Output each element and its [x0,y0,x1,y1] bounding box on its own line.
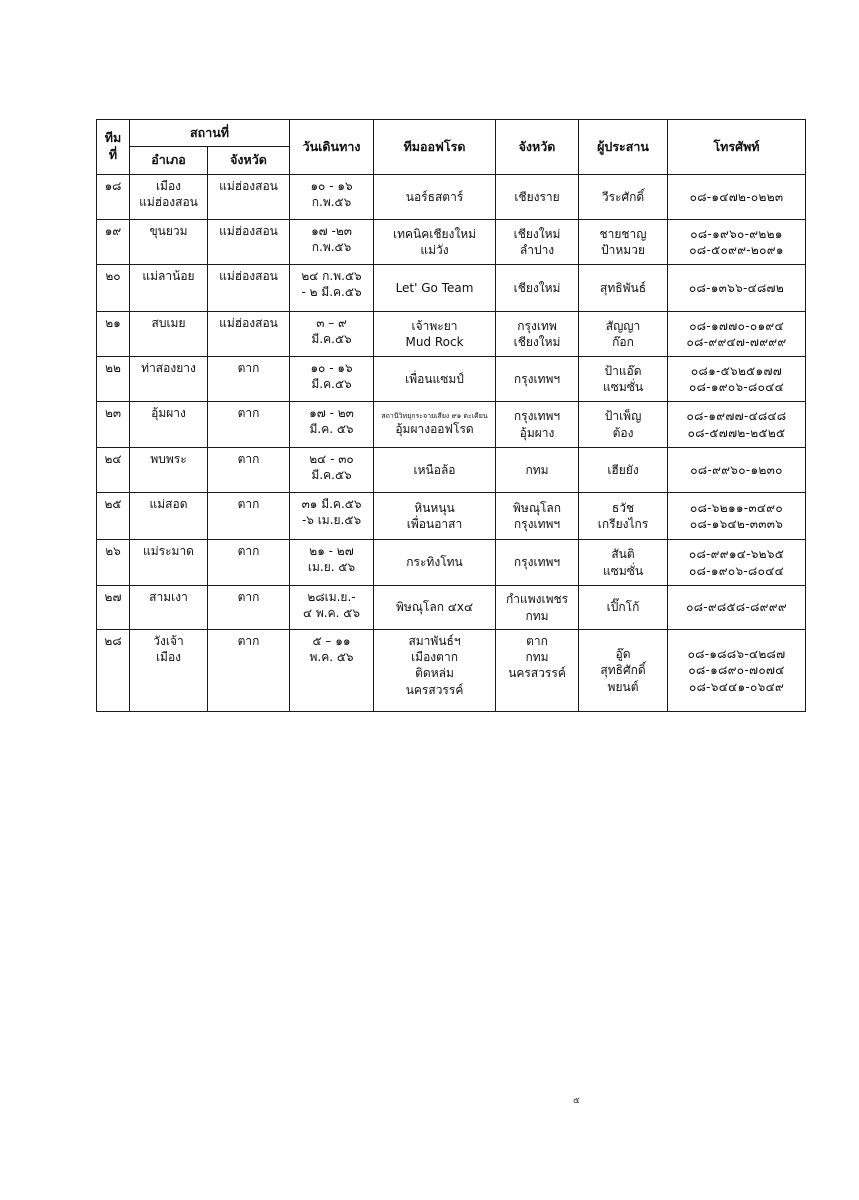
team-province-cell [496,357,579,402]
phone-cell [668,402,806,448]
phone-cell [668,630,806,712]
dates-cell-line: ๕ – ๑๑ [312,634,351,648]
phone-cell [668,265,806,312]
province-cell [208,402,290,448]
team-cell-line: นอร์ธสตาร์ [405,189,464,204]
province-cell-line: แม่ฮ่องสอน [219,179,278,193]
team-cell-line: นครสวรรค์ [405,682,464,697]
team-province-cell-line: เชียงใหม่ [513,226,561,241]
header-location: สถานที่ [130,120,290,147]
coordinator-cell-line: สัญญา [605,318,641,333]
team-province-cell-line: เชียงใหม่ [513,335,561,349]
phone-cell [668,175,806,220]
coordinator-cell [579,540,668,586]
province-cell-line: ตาก [237,497,260,511]
table-row [97,540,806,586]
coordinator-cell-line: ป้าแอ๊ด [604,363,642,378]
district-cell [130,265,208,312]
team-cell-line: ติดหล่ม [415,666,454,681]
team-cell [374,357,496,402]
team-province-cell [496,493,579,540]
coordinator-cell-line: ต้อง [612,425,634,440]
phone-cell-line: ๐๘-๑๘๘๖-๔๒๘๗ [687,647,786,662]
dates-cell [290,402,374,448]
team-cell [374,220,496,265]
district-cell-line: แม่ลาน้อย [142,269,195,283]
team-no-cell-line: ๒๔ [104,452,122,466]
province-cell-line: แม่ฮ่องสอน [219,316,278,330]
team-province-cell-line: กรุงเทพฯ [513,371,561,386]
team-cell-line: กระทิงโทน [406,555,463,570]
province-cell [208,312,290,357]
province-cell [208,265,290,312]
team-province-cell-line: ลำปาง [519,243,555,257]
team-province-cell-line: กรุงเทพฯ [513,409,561,424]
header-offroad-team: ทีมออฟโรด [374,120,496,175]
district-cell [130,630,208,712]
team-no-cell-line: ๒๓ [104,406,122,420]
dates-cell-line: พ.ค. ๕๖ [309,650,354,665]
header-phone: โทรศัพท์ [668,120,806,175]
district-cell [130,402,208,448]
coordinator-cell [579,265,668,312]
team-no-cell-line: ๒๐ [105,269,121,283]
team-cell [374,265,496,312]
header-coordinator: ผู้ประสาน [579,120,668,175]
province-cell-line: ตาก [237,452,260,466]
table-row [97,357,806,402]
team-cell [374,175,496,220]
team-province-cell [496,175,579,220]
team-cell [374,540,496,586]
phone-cell [668,312,806,357]
coordinator-cell-line: เกรียงไกร [597,517,649,531]
phone-cell-line: ๐๘-๕๗๗๒-๒๕๒๕ [687,425,786,440]
table-row [97,402,806,448]
header-district: อำเภอ [130,147,208,175]
district-cell [130,493,208,540]
team-no-cell-line: ๒๘ [104,634,122,648]
team-province-cell-line: กทม [525,608,549,623]
team-province-cell [496,540,579,586]
team-province-cell [496,586,579,630]
dates-cell-line: ก.พ.๕๖ [311,240,352,255]
team-cell [374,586,496,630]
district-cell-line: แม่ฮ่องสอน [139,195,198,210]
phone-cell-line: ๐๘-๖๔๔๑-๐๖๔๙ [688,679,785,694]
coordinator-cell-line: อู๊ด [615,647,631,662]
team-cell-line: เมืองตาก [411,650,458,665]
dates-cell-line: ๒๔ ก.พ.๕๖ [301,269,362,283]
phone-cell [668,220,806,265]
team-cell [374,493,496,540]
phone-cell [668,540,806,586]
dates-cell [290,493,374,540]
team-no-cell [97,540,130,586]
team-cell-line: เทคนิคเชียงใหม่ [392,226,477,241]
page-number: ๕ [573,1096,580,1106]
province-cell [208,175,290,220]
district-cell [130,540,208,586]
coordinator-cell-line: วีระศักดิ์ [601,189,645,204]
table-row [97,312,806,357]
phone-cell-line: ๐๘-๑๓๖๖-๔๘๗๒ [688,280,785,295]
dates-cell [290,630,374,712]
phone-cell-line: ๐๘-๕๐๙๙-๒๐๙๑ [689,243,784,257]
district-cell-line: เมือง [155,650,182,665]
team-no-cell [97,312,130,357]
province-cell [208,493,290,540]
phone-cell [668,448,806,493]
dates-cell-line: ๒๑ - ๒๗ [309,544,354,558]
header-team-no: ทีม ที่ [97,120,130,175]
dates-cell [290,540,374,586]
district-cell-line: พบพระ [150,452,187,466]
team-cell-line: อุ้มผางออฟโรด [395,422,474,437]
dates-cell-line: มี.ค. ๕๖ [309,422,354,437]
team-cell-line: Mud Rock [405,335,464,349]
team-province-cell-line: กำแพงเพชร [505,592,569,607]
coordinator-cell [579,493,668,540]
table-row [97,175,806,220]
district-cell-line: แม่ระมาด [143,544,194,558]
table-row [97,220,806,265]
province-cell-line: แม่ฮ่องสอน [219,269,278,283]
province-cell [208,357,290,402]
phone-cell-line: ๐๘-๑๔๗๒-๐๒๒๓ [689,189,784,204]
team-province-cell-line: เชียงราย [514,189,560,204]
header-travel-date: วันเดินทาง [290,120,374,175]
team-province-cell-line: อุ้มผาง [519,425,555,440]
coordinator-cell [579,175,668,220]
team-no-cell-line: ๒๑ [105,316,121,330]
coordinator-cell-line: แซมซั่น [602,380,644,394]
schedule-table [96,119,806,712]
team-no-cell-line: ๑๙ [104,224,122,238]
district-cell-line: สามเงา [149,590,188,604]
province-cell-line: แม่ฮ่องสอน [219,224,278,238]
district-cell-line: ขุนยวม [149,224,188,238]
coordinator-cell [579,586,668,630]
table-row [97,265,806,312]
phone-cell-line: ๐๘-๙๙๔๗-๗๙๙๙ [686,335,787,349]
coordinator-cell [579,630,668,712]
team-cell-line: เหนือล้อ [413,462,456,477]
phone-cell-line: ๐๘-๙๙๖๐-๑๒๓๐ [690,462,783,477]
dates-cell [290,357,374,402]
phone-cell-line: ๐๘-๑๙๖๐-๙๒๒๑ [690,226,783,241]
team-no-cell [97,448,130,493]
dates-cell-line: ๒๘เม.ย.- [307,590,356,604]
table-body [97,175,806,712]
province-cell-line: ตาก [237,361,260,375]
district-cell [130,357,208,402]
dates-cell [290,265,374,312]
table-row [97,493,806,540]
phone-cell-line: ๐๘-๙๘๕๘-๘๙๙๙ [686,600,787,615]
dates-cell [290,312,374,357]
dates-cell-line: ๑๐ - ๑๖ [310,179,353,193]
table-row [97,586,806,630]
phone-cell-line: ๐๘-๑๙๗๗-๔๘๔๘ [686,409,787,424]
coordinator-cell-line: สุทธิศักดิ์ [600,663,646,678]
team-note: สถานีวิทยุกระจายเสียง ๙๑ ตะเคียน [381,411,488,420]
coordinator-cell [579,402,668,448]
header-province: จังหวัด [208,147,290,175]
phone-cell [668,357,806,402]
table-row [97,448,806,493]
team-province-cell-line: กทม [525,650,549,665]
dates-cell-line: มี.ค.๕๖ [311,377,352,392]
table-row [97,630,806,712]
dates-cell-line: มี.ค.๕๖ [311,468,352,483]
province-cell-line: ตาก [237,406,260,420]
team-cell-line: แม่วัง [420,243,449,257]
team-province-cell [496,402,579,448]
district-cell-line: แม่สอด [149,497,188,511]
phone-cell-line: ๐๘-๑๖๔๒-๓๓๓๖ [689,517,784,531]
team-province-cell [496,312,579,357]
coordinator-cell [579,448,668,493]
team-province-cell [496,630,579,712]
district-cell-line: วังเจ้า [153,634,184,648]
dates-cell-line: มี.ค.๕๖ [311,332,352,347]
dates-cell-line: - ๒ มี.ค.๕๖ [301,285,362,300]
team-province-cell-line: เชียงใหม่ [513,280,561,295]
coordinator-cell-line: ป้าหมวย [601,243,645,257]
team-province-cell-line: กรุงเทพ [517,318,557,333]
phone-cell-line: ๐๘๑-๕๖๒๕๑๗๗ [690,363,783,378]
phone-cell-line: ๐๘-๑๙๐๖-๘๐๔๔ [689,563,784,578]
province-cell-line: ตาก [237,544,260,558]
coordinator-cell [579,220,668,265]
district-cell-line: อุ้มผาง [151,406,186,420]
coordinator-cell-line: ก๊อก [612,335,634,349]
phone-cell-line: ๐๘-๑๙๐๖-๘๐๔๔ [689,380,784,394]
team-no-cell-line: ๑๘ [104,179,122,193]
district-cell [130,448,208,493]
province-cell [208,448,290,493]
team-province-cell-line: ตาก [526,634,548,648]
team-province-cell [496,448,579,493]
coordinator-cell-line: แซมซั่น [602,563,644,578]
phone-cell-line: ๐๘-๑๘๙๐-๗๐๗๔ [688,663,785,678]
team-province-cell [496,265,579,312]
district-cell [130,220,208,265]
team-no-cell [97,493,130,540]
team-no-cell [97,586,130,630]
phone-cell-line: ๐๘-๖๒๑๑-๓๔๙๐ [690,500,784,515]
dates-cell [290,586,374,630]
team-cell [374,402,496,448]
team-no-cell [97,265,130,312]
coordinator-cell-line: พยนต์ [607,679,639,694]
province-cell [208,630,290,712]
district-cell [130,586,208,630]
province-cell [208,586,290,630]
dates-cell [290,175,374,220]
team-cell [374,630,496,712]
team-no-cell [97,220,130,265]
team-no-cell [97,357,130,402]
phone-cell [668,493,806,540]
team-cell-line: สมาพันธ์ฯ [408,634,461,648]
team-province-cell-line: นครสวรรค์ [508,666,566,681]
team-no-cell [97,402,130,448]
team-cell [374,312,496,357]
dates-cell [290,448,374,493]
team-no-cell [97,630,130,712]
team-no-cell-line: ๒๗ [104,590,122,604]
coordinator-cell-line: ชายชาญ [599,226,647,241]
district-cell-line: เมือง [155,179,182,193]
dates-cell-line: -๖ เม.ย.๕๖ [301,513,362,528]
province-cell-line: ตาก [237,590,260,604]
phone-cell [668,586,806,630]
district-cell [130,175,208,220]
coordinator-cell-line: ป้าเพ็ญ [604,409,642,424]
team-cell-line: เจ้าพะยา [411,318,458,333]
team-province-cell-line: กรุงเทพฯ [513,555,561,570]
phone-cell-line: ๐๘-๙๙๑๔-๖๒๖๕ [688,547,785,562]
team-no-cell-line: ๒๖ [105,544,121,558]
dates-cell-line: ๔ พ.ค. ๕๖ [303,606,360,621]
coordinator-cell [579,357,668,402]
header-team-province: จังหวัด [496,120,579,175]
district-cell-line: ท่าสองยาง [141,361,196,375]
coordinator-cell-line: ธวัช [611,500,635,515]
coordinator-cell [579,312,668,357]
team-cell-line: เพื่อนอาสา [406,517,463,531]
team-no-cell [97,175,130,220]
district-cell [130,312,208,357]
coordinator-cell-line: เฮียยัง [607,462,639,477]
team-no-cell-line: ๒๕ [104,497,122,511]
dates-cell-line: ๑๗ - ๒๓ [309,406,354,420]
dates-cell-line: ๓ – ๙ [316,316,347,330]
coordinator-cell-line: สันติ [611,547,635,562]
dates-cell-line: ๑๗ -๒๓ [311,224,352,238]
phone-cell-line: ๐๘-๑๗๗๐-๐๑๙๔ [689,318,784,333]
district-cell-line: สบเมย [151,316,186,330]
team-no-cell-line: ๒๒ [105,361,121,375]
dates-cell-line: ๓๑ มี.ค.๕๖ [301,497,362,511]
team-province-cell-line: กทม [525,462,549,477]
team-cell-line: พิษณุโลก ๔x๔ [395,600,474,615]
dates-cell-line: ๒๔ - ๓๐ [309,452,354,466]
team-cell-line: หินหนุน [414,500,455,515]
team-province-cell [496,220,579,265]
province-cell [208,220,290,265]
team-cell [374,448,496,493]
team-cell-line: Let' Go Team [395,280,474,295]
dates-cell [290,220,374,265]
coordinator-cell-line: สุทธิพันธ์ [600,280,647,295]
dates-cell-line: ก.พ.๕๖ [311,195,352,210]
team-cell-line: เพื่อนแซมป์ [405,371,464,386]
dates-cell-line: ๑๐ - ๑๖ [310,361,353,375]
province-cell [208,540,290,586]
team-province-cell-line: พิษณุโลก [513,500,562,515]
dates-cell-line: เม.ย. ๕๖ [307,560,356,575]
province-cell-line: ตาก [237,634,260,648]
coordinator-cell-line: เปิ๊กโก้ [606,600,640,615]
team-province-cell-line: กรุงเทพฯ [513,517,561,531]
